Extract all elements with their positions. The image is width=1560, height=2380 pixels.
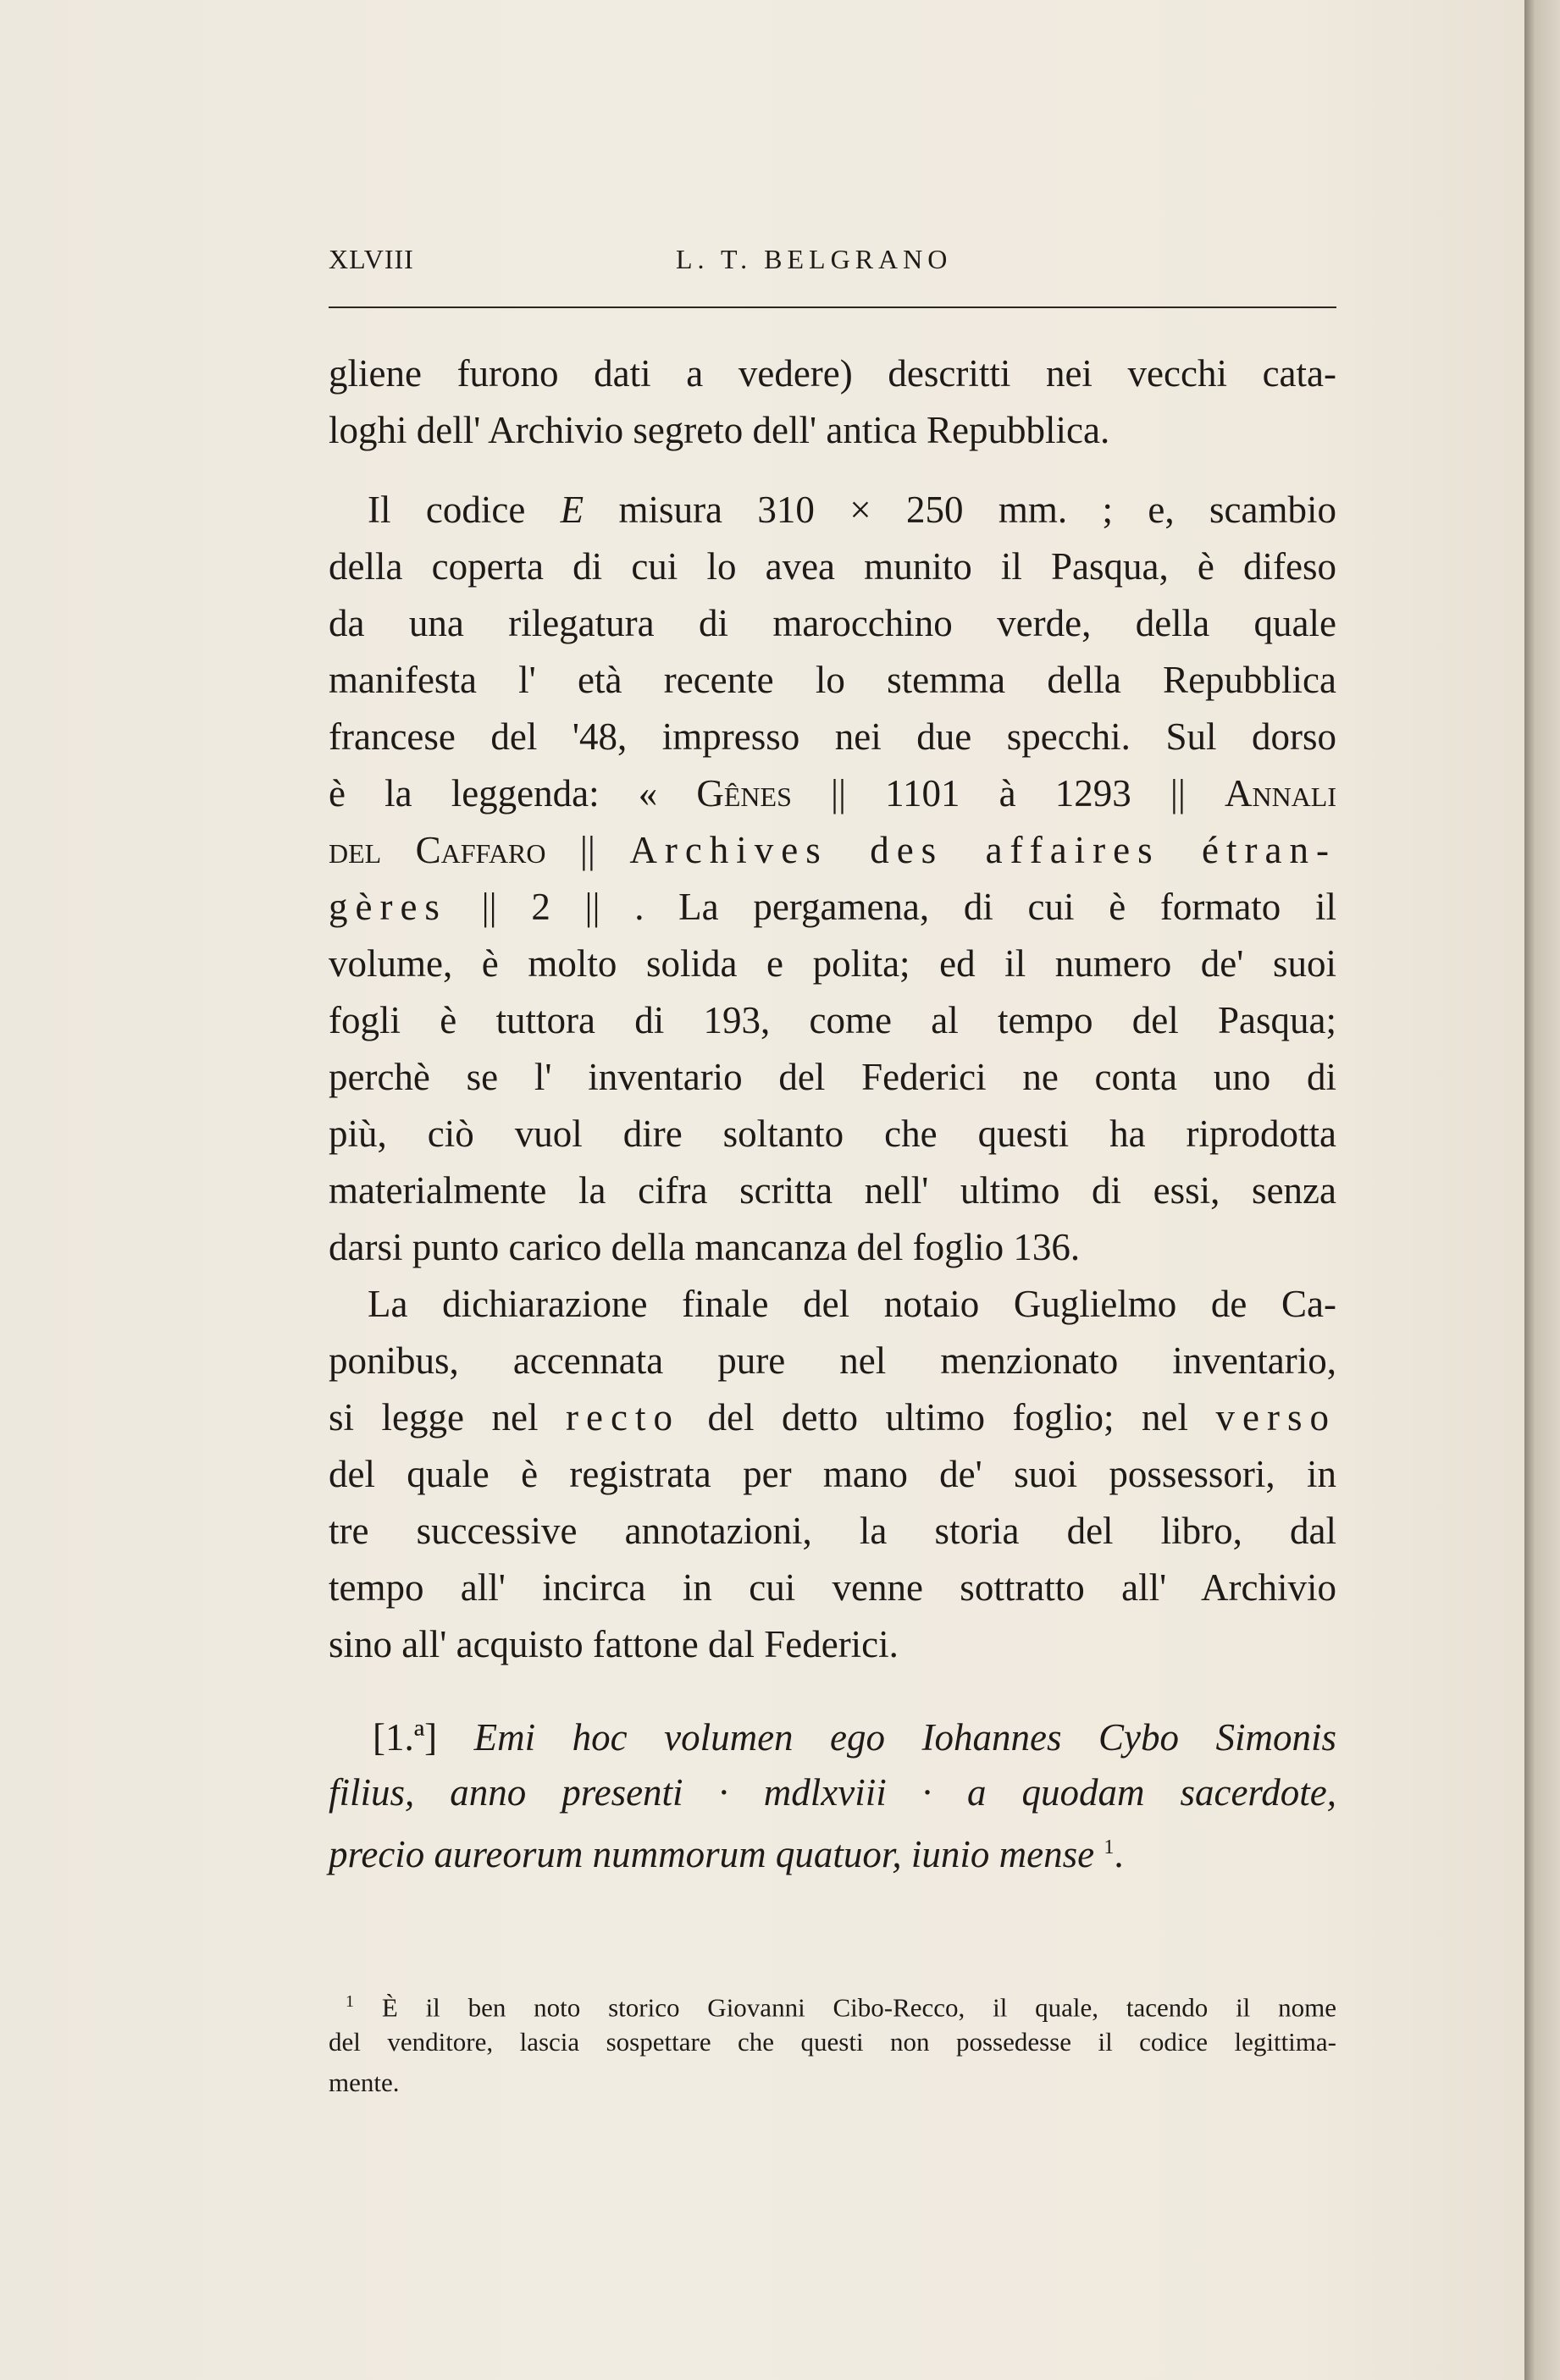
- paragraph-declaration: [329, 1276, 1336, 1673]
- text-line: del Caffaro || Archives des affaires étran-: [329, 829, 1336, 871]
- footnote-line: del venditore, lascia sospettare che questi non possedesse il codice legittima-: [329, 2027, 1336, 2057]
- body-text: [329, 345, 1336, 1673]
- codex-letter: E: [560, 489, 584, 531]
- paragraph-continuation: [329, 345, 1336, 459]
- footnote-reference: 1: [1104, 1836, 1115, 1858]
- text-line: La dichiarazione finale del notaio Guglielmo de Ca-: [368, 1283, 1336, 1325]
- text-line: più, ciò vuol dire soltanto che questi ha riprodotta: [329, 1113, 1336, 1155]
- text-line: filius, anno presenti · mdlxviii · a quodam sacerdote,: [329, 1771, 1336, 1814]
- annotation-marker: [1.ª]: [373, 1716, 438, 1759]
- footnote-line: mente.: [329, 2068, 400, 2097]
- text-line: darsi punto carico della mancanza del foglio 136.: [329, 1226, 1081, 1268]
- latin-annotation-quote: [329, 1710, 1336, 1875]
- author-running-title: L. T. BELGRANO: [676, 244, 953, 274]
- text-line: francese del '48, impresso nei due specchi. Sul dorso: [329, 715, 1336, 758]
- header-rule: [329, 306, 1336, 308]
- text-line: loghi dell' Archivio segreto dell' antica Repubblica.: [329, 409, 1110, 451]
- text-line: del quale è registrata per mano de' suoi possessori, in: [329, 1453, 1336, 1495]
- text-line: della coperta di cui lo avea munito il Pasqua, è difeso: [329, 545, 1336, 588]
- text-line: gliene furono dati a vedere) descritti nei vecchi cata-: [329, 352, 1336, 395]
- text-line: si legge nel recto del detto ultimo foglio; nel verso: [329, 1396, 1336, 1438]
- text-line: materialmente la cifra scritta nell' ultimo di essi, senza: [329, 1169, 1336, 1212]
- text-line: volume, è molto solida e polita; ed il numero de' suoi: [329, 942, 1336, 985]
- footnote: [329, 1981, 1336, 2103]
- text-line: fogli è tuttora di 193, come al tempo del Pasqua;: [329, 999, 1336, 1041]
- text-line: da una rilegatura di marocchino verde, della quale: [329, 602, 1336, 644]
- page-number: XLVIII: [329, 244, 414, 274]
- text-line: sino all' acquisto fattone dal Federici.: [329, 1623, 899, 1665]
- running-head: [329, 244, 1336, 286]
- footnote-line: $^1$ È il ben noto storico Giovanni Cibo-Recco, il quale, tacendo il nome: [346, 1992, 1336, 2023]
- footnote-marker: 1: [346, 1992, 354, 2011]
- text-line: gères || 2 || . La pergamena, di cui è formato il: [329, 886, 1336, 928]
- adjacent-page-edge: [1524, 0, 1560, 2380]
- text-line: precio aureorum nummorum quatuor, iunio mense $^1$.: [329, 1833, 1124, 1875]
- text-line: Il codice E misura 310 × 250 mm. ; e, scambio: [368, 489, 1336, 531]
- text-line: tre successive annotazioni, la storia del libro, dal: [329, 1510, 1336, 1552]
- text-line: è la leggenda: « Gênes || 1101 à 1293 || Annali: [329, 772, 1336, 815]
- text-line: manifesta l' età recente lo stemma della Repubblica: [329, 659, 1336, 701]
- text-line: [1.ª] Emi hoc volumen ego Iohannes Cybo Simonis: [373, 1716, 1336, 1759]
- text-line: perchè se l' inventario del Federici ne conta uno di: [329, 1056, 1336, 1098]
- paragraph-codex-description: [329, 482, 1336, 1276]
- text-line: ponibus, accennata pure nel menzionato inventario,: [329, 1339, 1336, 1382]
- text-line: tempo all' incirca in cui venne sottratto all' Archivio: [329, 1566, 1336, 1609]
